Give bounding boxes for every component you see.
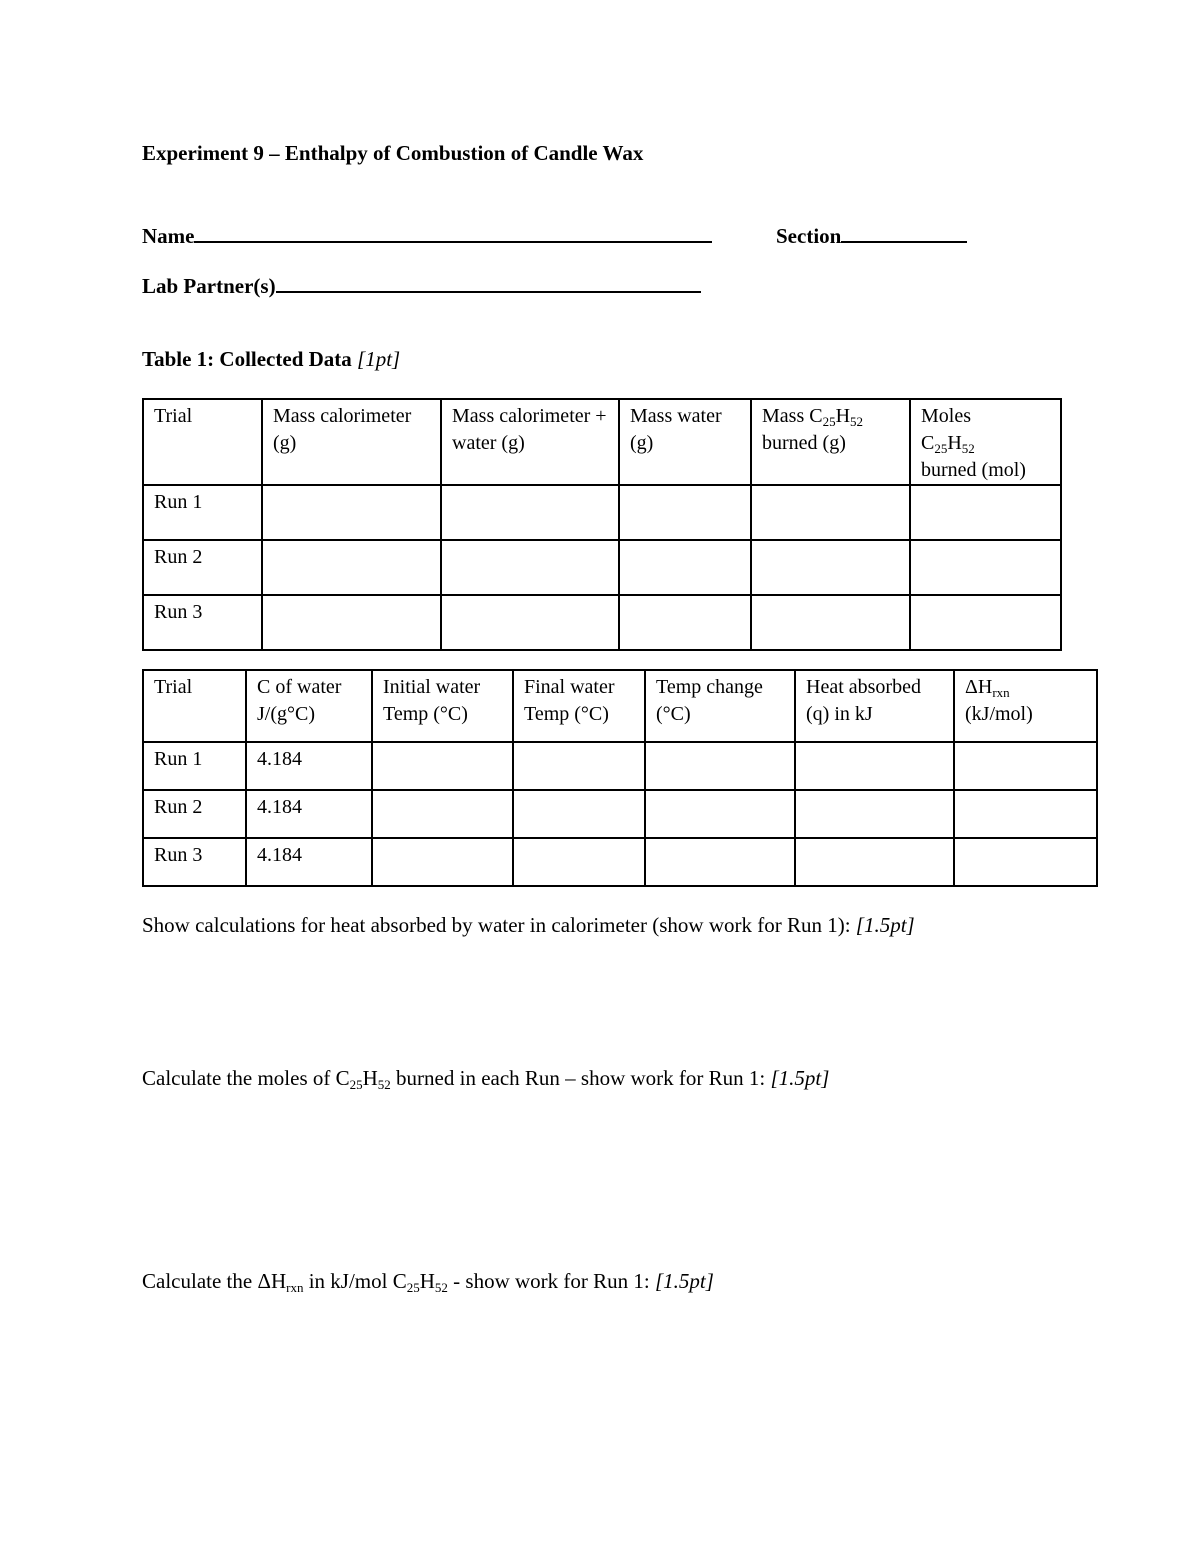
question-text: Show calculations for heat absorbed by water in calorimeter (show work for Run 1): (142, 913, 851, 937)
c-water-value: 4.184 (246, 838, 372, 886)
data-cell[interactable] (441, 595, 619, 650)
data-cell[interactable] (751, 595, 910, 650)
header-c-of-water: C of water J/(g°C) (246, 670, 372, 742)
data-cell[interactable] (372, 838, 513, 886)
name-blank[interactable] (194, 221, 712, 243)
table1-caption (142, 347, 400, 372)
data-cell[interactable] (795, 838, 954, 886)
data-cell[interactable] (645, 742, 795, 790)
row-trial-label: Run 3 (143, 838, 246, 886)
table-row (143, 790, 1097, 838)
question-delta-h: Calculate the $\Delta H_{rxn}$ in kJ/mol $C_{25}H_{52}$ - show work for Run 1: [1.5pt] (142, 1269, 714, 1295)
data-cell[interactable] (795, 742, 954, 790)
header-mass-burned: Mass $C_{25}H_{52}$ burned (g) (751, 399, 910, 485)
data-cell[interactable] (372, 742, 513, 790)
header-mass-calorimeter-water: Mass calorimeter + water (g) (441, 399, 619, 485)
table-row (143, 595, 1061, 650)
name-field[interactable] (142, 221, 712, 249)
table-row (143, 540, 1061, 595)
data-cell[interactable] (262, 485, 441, 540)
data-cell[interactable] (645, 790, 795, 838)
data-cell[interactable] (513, 790, 645, 838)
data-cell[interactable] (372, 790, 513, 838)
collected-data-table-1 (142, 398, 1062, 651)
header-delta-h-rxn: $\Delta H_{rxn}$ (kJ/mol) (954, 670, 1097, 742)
header-mass-water: Mass water (g) (619, 399, 751, 485)
data-cell[interactable] (910, 485, 1061, 540)
data-cell[interactable] (513, 742, 645, 790)
question-heat-absorbed (142, 913, 915, 938)
header-trial: Trial (143, 670, 246, 742)
row-trial-label: Run 1 (143, 485, 262, 540)
data-cell[interactable] (751, 540, 910, 595)
table-row (143, 838, 1097, 886)
header-mass-calorimeter: Mass calorimeter (g) (262, 399, 441, 485)
lab-partner-blank[interactable] (276, 271, 701, 293)
data-cell[interactable] (795, 790, 954, 838)
data-cell[interactable] (619, 485, 751, 540)
question-points: [1.5pt] (770, 1066, 830, 1090)
collected-data-table-2 (142, 669, 1098, 887)
table-header-row (143, 670, 1097, 742)
question-points: [1.5pt] (655, 1269, 714, 1293)
table1-points: [1pt] (357, 347, 401, 371)
data-cell[interactable] (954, 790, 1097, 838)
row-trial-label: Run 2 (143, 790, 246, 838)
data-cell[interactable] (441, 540, 619, 595)
header-moles-burned: Moles $C_{25}H_{52}$ burned (mol) (910, 399, 1061, 485)
header-heat-absorbed: Heat absorbed (q) in kJ (795, 670, 954, 742)
table1-caption-text: Table 1: Collected Data (142, 347, 352, 371)
section-blank[interactable] (841, 221, 967, 243)
data-cell[interactable] (910, 540, 1061, 595)
table-row (143, 485, 1061, 540)
question-points: [1.5pt] (855, 913, 915, 937)
lab-partner-label: Lab Partner(s) (142, 274, 276, 298)
c-water-value: 4.184 (246, 790, 372, 838)
c-water-value: 4.184 (246, 742, 372, 790)
data-cell[interactable] (954, 742, 1097, 790)
table-row (143, 742, 1097, 790)
data-cell[interactable] (751, 485, 910, 540)
data-cell[interactable] (619, 540, 751, 595)
data-cell[interactable] (262, 595, 441, 650)
section-field[interactable] (776, 221, 967, 249)
row-trial-label: Run 3 (143, 595, 262, 650)
data-cell[interactable] (513, 838, 645, 886)
question-moles-burned: Calculate the moles of $C_{25}H_{52}$ burned in each Run – show work for Run 1: [1.5pt] (142, 1066, 830, 1092)
data-cell[interactable] (441, 485, 619, 540)
header-initial-temp: Initial water Temp (°C) (372, 670, 513, 742)
data-cell[interactable] (619, 595, 751, 650)
header-final-temp: Final water Temp (°C) (513, 670, 645, 742)
header-trial: Trial (143, 399, 262, 485)
data-cell[interactable] (910, 595, 1061, 650)
data-cell[interactable] (262, 540, 441, 595)
name-label: Name (142, 224, 195, 248)
row-trial-label: Run 2 (143, 540, 262, 595)
data-cell[interactable] (645, 838, 795, 886)
page-title: Experiment 9 – Enthalpy of Combustion of Candle Wax (142, 141, 644, 165)
table-header-row (143, 399, 1061, 485)
section-label: Section (776, 224, 842, 248)
row-trial-label: Run 1 (143, 742, 246, 790)
header-temp-change: Temp change (°C) (645, 670, 795, 742)
lab-partner-field[interactable] (142, 271, 701, 299)
data-cell[interactable] (954, 838, 1097, 886)
